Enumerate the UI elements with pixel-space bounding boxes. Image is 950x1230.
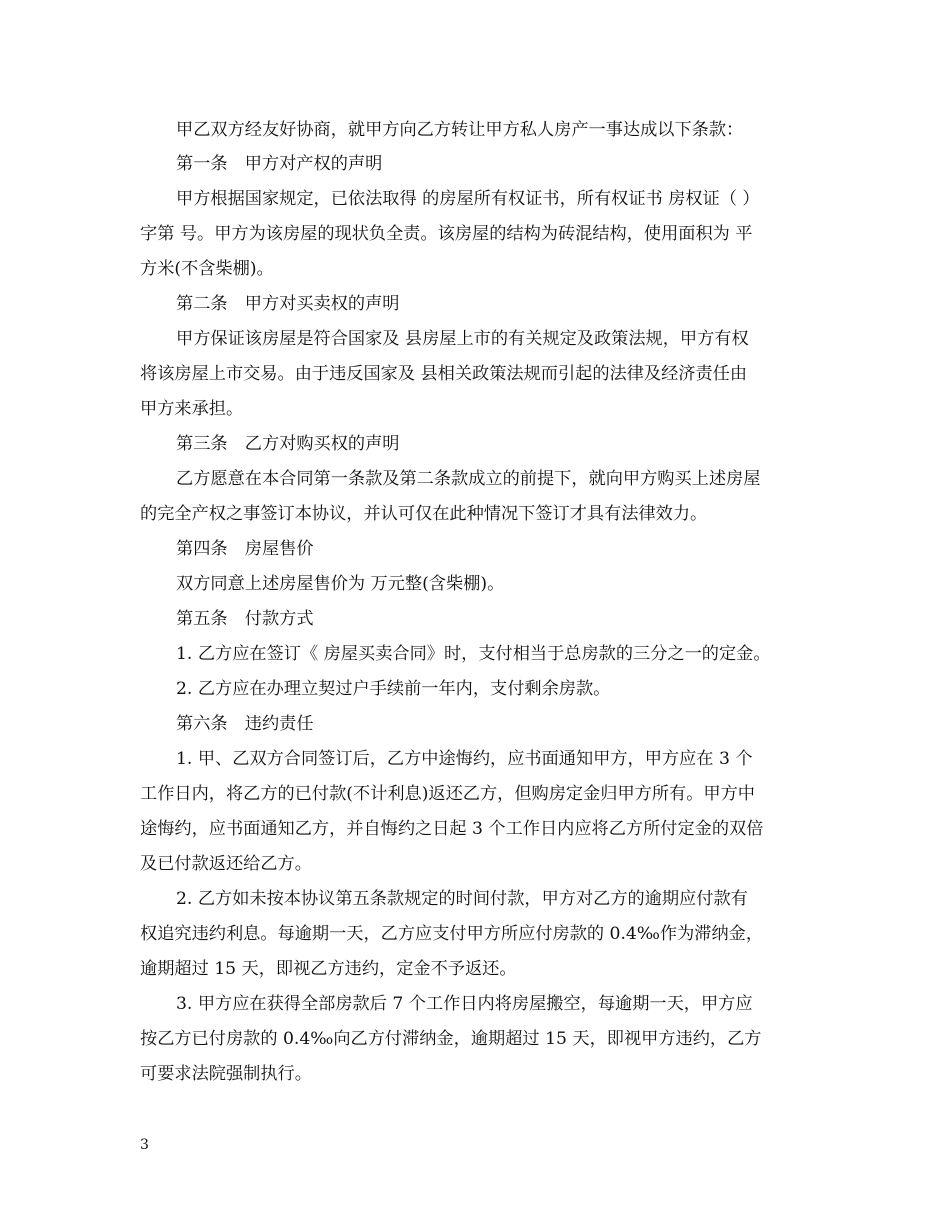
article-3-line-2: 的完全产权之事签订本协议，并认可仅在此种情况下签订才具有法律效力。	[140, 504, 708, 524]
paragraph-intro: 甲乙双方经友好协商，就甲方向乙方转让甲方私人房产一事达成以下条款：	[176, 120, 744, 140]
article-4-line-1: 双方同意上述房屋售价为 万元整(含柴棚)。	[176, 574, 505, 594]
page-number: 3	[140, 1137, 149, 1153]
article-2-line-3: 甲方来承担。	[140, 399, 244, 419]
article-6-item-1-line-1: 1. 甲、乙双方合同签订后，乙方中途悔约，应书面通知甲方，甲方应在 3 个	[176, 749, 753, 769]
article-6-item-2-line-3: 逾期超过 15 天，即视乙方违约，定金不予返还。	[140, 959, 517, 979]
article-3-heading: 第三条 乙方对购买权的声明	[176, 434, 400, 454]
article-6-heading: 第六条 违约责任	[176, 714, 314, 734]
article-6-item-1-line-4: 及已付款返还给乙方。	[140, 854, 312, 874]
article-5-heading: 第五条 付款方式	[176, 609, 314, 629]
article-6-item-3-line-2: 按乙方已付房款的 0.4‰向乙方付滞纳金，逾期超过 15 天，即视甲方违约，乙方	[140, 1029, 762, 1049]
article-3-line-1: 乙方愿意在本合同第一条款及第二条款成立的前提下，就向甲方购买上述房屋	[176, 469, 761, 489]
article-1-line-3: 方米(不含柴棚)。	[140, 259, 274, 279]
article-6-item-2-line-2: 权追究违约利息。每逾期一天，乙方应支付甲方所应付房款的 0.4‰作为滞纳金，	[140, 924, 764, 944]
article-6-item-1-line-3: 途悔约，应书面通知乙方，并自悔约之日起 3 个工作日内应将乙方所付定金的双倍	[140, 819, 764, 839]
article-6-item-2-line-1: 2. 乙方如未按本协议第五条款规定的时间付款，甲方对乙方的逾期应付款有	[176, 889, 748, 909]
article-1-heading: 第一条 甲方对产权的声明	[176, 154, 383, 174]
article-2-line-2: 将该房屋上市交易。由于违反国家及 县相关政策法规而引起的法律及经济责任由	[140, 364, 748, 384]
article-1-line-1: 甲方根据国家规定，已依法取得 的房屋所有权证书，所有权证书 房权证（ ）	[176, 189, 760, 209]
article-6-item-3-line-1: 3. 甲方应在获得全部房款后 7 个工作日内将房屋搬空，每逾期一天，甲方应	[176, 994, 753, 1014]
article-4-heading: 第四条 房屋售价	[176, 539, 314, 559]
article-6-item-1-line-2: 工作日内，将乙方的已付款(不计利息)返还乙方，但购房定金归甲方所有。甲方中	[140, 784, 755, 804]
article-2-heading: 第二条 甲方对买卖权的声明	[176, 294, 400, 314]
article-6-item-3-line-3: 可要求法院强制执行。	[140, 1064, 312, 1084]
article-2-line-1: 甲方保证该房屋是符合国家及 县房屋上市的有关规定及政策法规，甲方有权	[176, 329, 749, 349]
article-5-item-2: 2. 乙方应在办理立契过户手续前一年内，支付剩余房款。	[176, 679, 611, 699]
article-5-item-1: 1. 乙方应在签订《 房屋买卖合同》时，支付相当于总房款的三分之一的定金。	[176, 644, 771, 664]
article-1-line-2: 字第 号。甲方为该房屋的现状负全责。该房屋的结构为砖混结构，使用面积为 平	[140, 224, 753, 244]
